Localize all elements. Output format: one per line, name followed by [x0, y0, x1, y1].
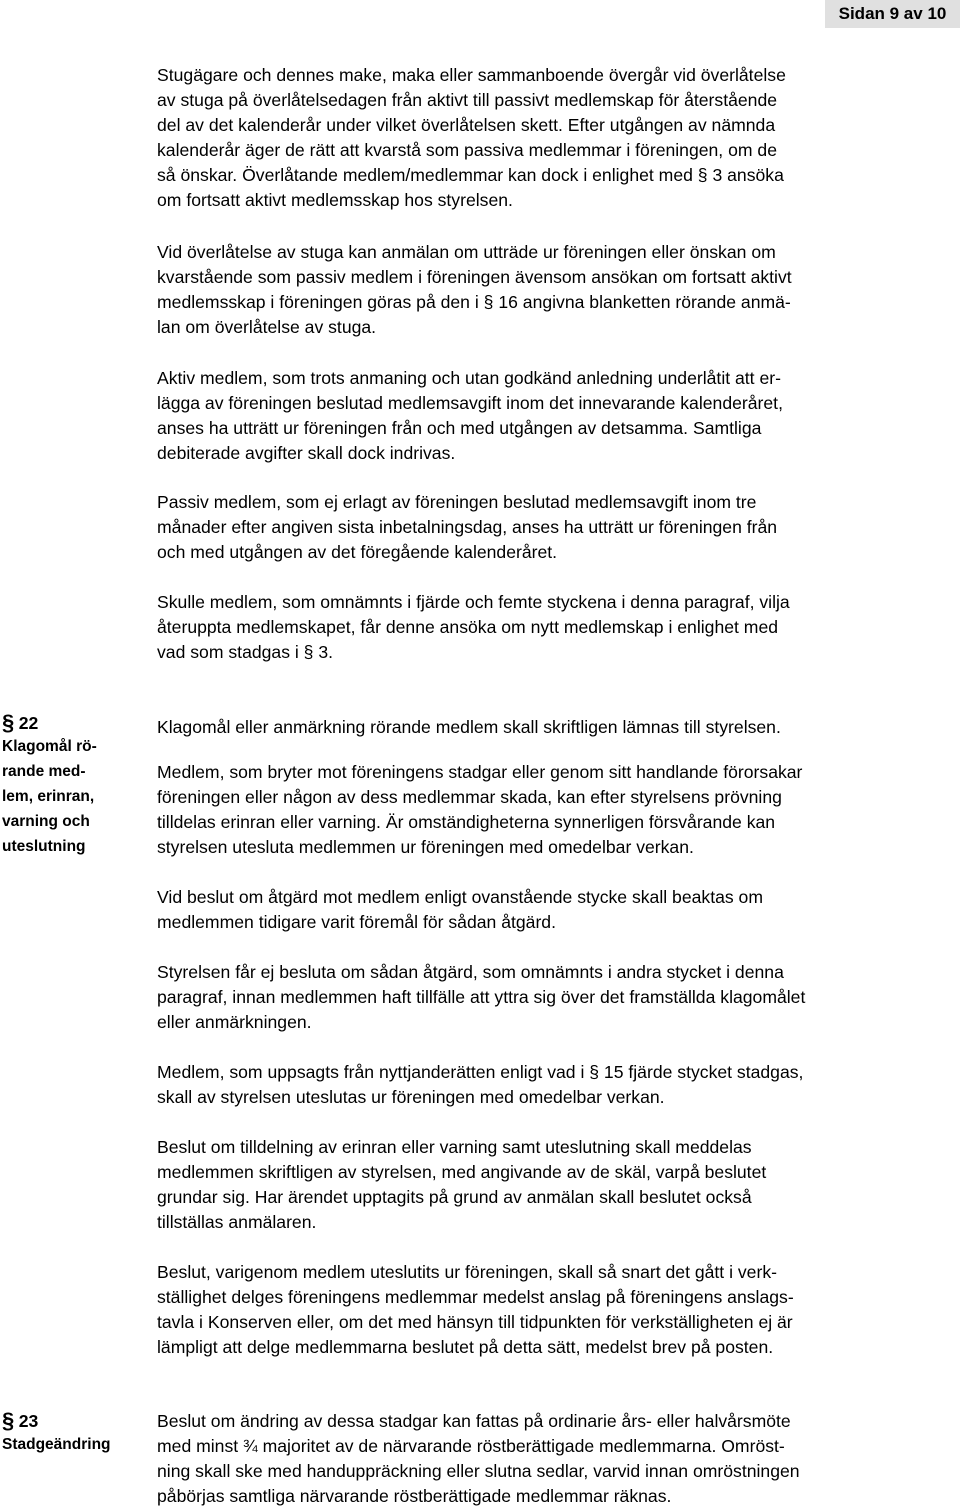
paragraph: Beslut om ändring av dessa stadgar kan fattas på ordinarie års- eller halvårsmöte med minst ¾ majoritet av de närvarande röstberättigade medlemmarna. Omröst- ning skall ske med handuppräckning eller slutna sedlar, varvid innan omröstningen påbörjas samtliga närvarande röstberättigade medlemmar räknas.	[157, 1411, 800, 1506]
paragraph: Vid beslut om åtgärd mot medlem enligt ovanstående stycke skall beaktas om medlemmen tidigare varit föremål för sådan åtgärd.	[157, 887, 763, 932]
page-number: Sidan 9 av 10	[825, 0, 960, 28]
paragraph: Beslut, varigenom medlem uteslutits ur föreningen, skall så snart det gått i verk- ställighet delges föreningens medlemmar medelst anslag på föreningens anslags- tavla i Konserven eller, om det med hänsyn till tidpunkten för verkställigheten ej är lämpligt att delge medlemmarna beslutet på detta sätt, medelst brev på posten.	[157, 1262, 794, 1357]
paragraph: Medlem, som bryter mot föreningens stadgar eller genom sitt handlande förorsakar föreningen eller någon av dess medlemmar skada, kan efter styrelsens prövning tilldelas erinran eller varning. Är omständigheterna synnerligen försvårande kan styrelsen utesluta medlemmen ur föreningen med omedelbar verkan.	[157, 762, 803, 857]
paragraph: Beslut om tilldelning av erinran eller varning samt uteslutning skall meddelas medlemmen skriftligen av styrelsen, med angivande av de skäl, varpå beslutet grundar sig. Har ärendet upptagits på grund av anmälan skall beslutet också tillställas anmälaren.	[157, 1137, 767, 1232]
section-title: Stadgeändring	[2, 1436, 111, 1453]
paragraph: Klagomål eller anmärkning rörande medlem skall skriftligen lämnas till styrelsen.	[157, 717, 781, 737]
section-title: Klagomål rö- rande med- lem, erinran, varning och uteslutning	[2, 738, 97, 855]
section-23-heading	[2, 1410, 142, 1457]
paragraph: Medlem, som uppsagts från nyttjanderätten enligt vad i § 15 fjärde stycket stadgas, skall av styrelsen uteslutas ur föreningen med omedelbar verkan.	[157, 1062, 804, 1107]
paragraph: Styrelsen får ej besluta om sådan åtgärd, som omnämnts i andra stycket i denna paragraf, innan medlemmen haft tillfälle att yttra sig över det framställda klagomålet eller anmärkningen.	[157, 962, 806, 1032]
paragraph: Passiv medlem, som ej erlagt av föreningen beslutad medlemsavgift inom tre månader efter angiven sista inbetalningsdag, anses ha utträtt ur föreningen från och med utgången av det föregående kalenderåret.	[157, 492, 778, 562]
section-number: 23	[18, 1411, 39, 1431]
section-number: 22	[18, 713, 39, 733]
paragraph: Aktiv medlem, som trots anmaning och utan godkänd anledning underlåtit att er- lägga av föreningen beslutad medlemsavgift inom det innevarande kalenderåret, anses ha utträtt ur föreningen från och med utgången av detsamma. Samtliga debiterade avgifter skall dock indrivas.	[157, 368, 783, 463]
paragraph: Vid överlåtelse av stuga kan anmälan om utträde ur föreningen eller önskan om kvarstående som passiv medlem i föreningen ävensom ansökan om fortsatt aktivt medlemsskap i föreningen göras på den i § 16 angivna blanketten rörande anmä- lan om överlåtelse av stuga.	[157, 242, 792, 337]
paragraph: Skulle medlem, som omnämnts i fjärde och femte styckena i denna paragraf, vilja återuppta medlemskapet, får denne ansöka om nytt medlemskap i enlighet med vad som stadgas i § 3.	[157, 592, 790, 662]
section-22-heading	[2, 712, 142, 859]
paragraph: Stugägare och dennes make, maka eller sammanboende övergår vid överlåtelse av stuga på överlåtelsedagen från aktivt till passivt medlemskap för återstående del av det kalenderår under vilket överlåtelsen skett. Efter utgången av nämnda kalenderår äger de rätt att kvarstå som passiva medlemmar i föreningen, om de så önskar. Överlåtande medlem/medlemmar kan dock i enlighet med § 3 ansöka om fortsatt aktivt medlemsskap hos styrelsen.	[157, 65, 786, 210]
section-symbol: §	[2, 710, 15, 735]
section-symbol: §	[2, 1408, 15, 1433]
